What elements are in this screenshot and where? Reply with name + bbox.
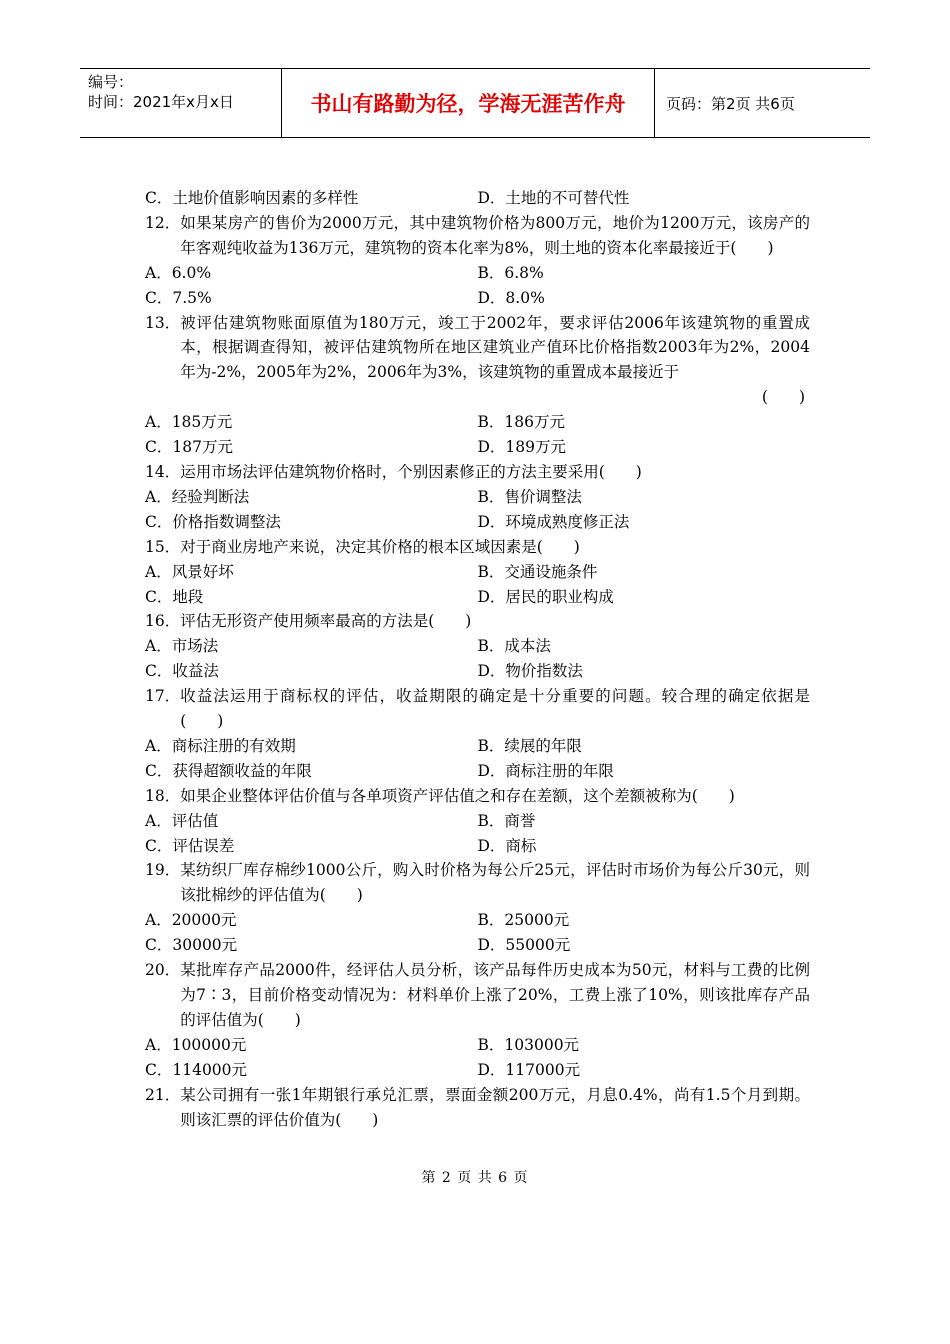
question-text: 对于商业房地产来说，决定其价格的根本区域因素是( ) (180, 537, 580, 556)
question-text: 某公司拥有一张1年期银行承兑汇票，票面金额200万元，月息0.4%，尚有1.5个月到期。则该汇票的评估价值为( ) (180, 1085, 810, 1129)
option: B．商誉 (477, 811, 536, 830)
option: C．30000元 (145, 936, 238, 955)
header-motto: 书山有路勤为径，学海无涯苦作舟 (282, 69, 655, 137)
question-number: 17． (145, 687, 181, 706)
option: D．商标 (477, 836, 537, 855)
question-item (145, 784, 810, 859)
question-item (145, 311, 810, 460)
option: B．交通设施条件 (477, 562, 598, 581)
option: C．价格指数调整法 (145, 512, 281, 531)
option-row (145, 759, 810, 784)
question-number: 20． (145, 961, 181, 980)
option: C．7.5% (145, 288, 212, 307)
option: C．获得超额收益的年限 (145, 761, 312, 780)
question-text: 运用市场法评估建筑物价格时，个别因素修正的方法主要采用( ) (180, 462, 642, 481)
option: D．环境成熟度修正法 (477, 512, 630, 531)
option: C．收益法 (145, 662, 219, 681)
option: A．评估值 (145, 811, 219, 830)
question-number: 21． (145, 1085, 181, 1104)
option: A．经验判断法 (145, 487, 250, 506)
option: B．103000元 (477, 1035, 580, 1054)
option: A．商标注册的有效期 (145, 736, 296, 755)
option: C．187万元 (145, 438, 233, 457)
question-item (145, 684, 810, 784)
option-row (145, 734, 810, 759)
option: A．185万元 (145, 413, 233, 432)
option: D．189万元 (477, 438, 567, 457)
time-label: 时间：2021年x月x日 (88, 93, 234, 111)
question-item (145, 858, 810, 958)
option: A．6.0% (145, 263, 212, 282)
option: A．100000元 (145, 1035, 247, 1054)
option-row (145, 634, 810, 659)
option: B．续展的年限 (477, 736, 582, 755)
header-page-code: 页码：第2页 共6页 (666, 94, 795, 113)
option-row (145, 1058, 810, 1083)
question-item (145, 535, 810, 610)
option: B．成本法 (477, 637, 551, 656)
question-number: 13． (145, 313, 181, 332)
question-item (145, 609, 810, 684)
number-label: 编号： (88, 73, 134, 91)
option-row (145, 485, 810, 510)
option-row (145, 560, 810, 585)
option-row (145, 933, 810, 958)
option: D．土地的不可替代性 (477, 189, 630, 207)
question-number: 19． (145, 861, 181, 880)
option-row (145, 286, 810, 311)
option-row (145, 834, 810, 859)
question-text: 某纺织厂库存棉纱1000公斤，购入时价格为每公斤25元，评估时市场价为每公斤30元，则该批棉纱的评估值为( ) (180, 861, 810, 905)
option: B．25000元 (477, 911, 570, 930)
question-item (145, 1083, 810, 1133)
question-list (145, 186, 810, 1132)
question-number: 16． (145, 612, 181, 631)
question-text: 如果企业整体评估价值与各单项资产评估值之和存在差额，这个差额被称为( ) (180, 786, 735, 805)
option: B．6.8% (477, 263, 544, 282)
question-text: 评估无形资产使用频率最高的方法是( ) (180, 612, 472, 631)
question-text: 被评估建筑物账面原值为180万元，竣工于2002年，要求评估2006年该建筑物的重置成本，根据调查得知，被评估建筑物所在地区建筑业产值环比价格指数2003年为2%，2004年为-2%，2005年为2%，2006年为3%，该建筑物的重置成本最接近于 (180, 313, 810, 382)
option-row (145, 659, 810, 684)
option: A．20000元 (145, 911, 237, 930)
question-number: 12． (145, 213, 181, 232)
option-row (145, 261, 810, 286)
page-footer: 第 2 页 共 6 页 (421, 1170, 529, 1186)
option: C．土地价值影响因素的多样性 (145, 189, 359, 207)
option: D．55000元 (477, 936, 571, 955)
option: A．风景好坏 (145, 562, 234, 581)
option: D．商标注册的年限 (477, 761, 614, 780)
option: D．8.0% (477, 288, 545, 307)
answer-blank: ( ) (761, 388, 805, 407)
option-row (145, 1033, 810, 1058)
continued-options (145, 186, 810, 211)
option: A．市场法 (145, 637, 219, 656)
page-header (80, 68, 870, 138)
option-row (145, 510, 810, 535)
question-number: 18． (145, 786, 181, 805)
option: C．114000元 (145, 1060, 248, 1079)
option: C．地段 (145, 587, 204, 606)
option: D．居民的职业构成 (477, 587, 614, 606)
option-row (145, 809, 810, 834)
header-info (80, 69, 282, 137)
option: D．117000元 (477, 1060, 581, 1079)
question-text: 如果某房产的售价为2000万元，其中建筑物价格为800万元，地价为1200万元，该房产的年客观纯收益为136万元，建筑物的资本化率为8%，则土地的资本化率最接近于( ) (180, 213, 810, 257)
question-text: 某批库存产品2000件，经评估人员分析，该产品每件历史成本为50元，材料与工费的比例为7∶3，目前价格变动情况为：材料单价上涨了20%，工费上涨了10%，则该批库存产品的评估值为( ) (180, 961, 810, 1029)
question-number: 15． (145, 537, 181, 556)
question-item (145, 460, 810, 535)
option-row (145, 908, 810, 933)
option-row (145, 435, 810, 460)
option: B．186万元 (477, 413, 565, 432)
option-row (145, 585, 810, 610)
question-text: 收益法运用于商标权的评估，收益期限的确定是十分重要的问题。较合理的确定依据是( ) (180, 687, 810, 731)
option: C．评估误差 (145, 836, 235, 855)
option: B．售价调整法 (477, 487, 582, 506)
question-item (145, 211, 810, 311)
question-number: 14． (145, 462, 181, 481)
question-item (145, 958, 810, 1083)
option-row (145, 410, 810, 435)
option: D．物价指数法 (477, 662, 583, 681)
